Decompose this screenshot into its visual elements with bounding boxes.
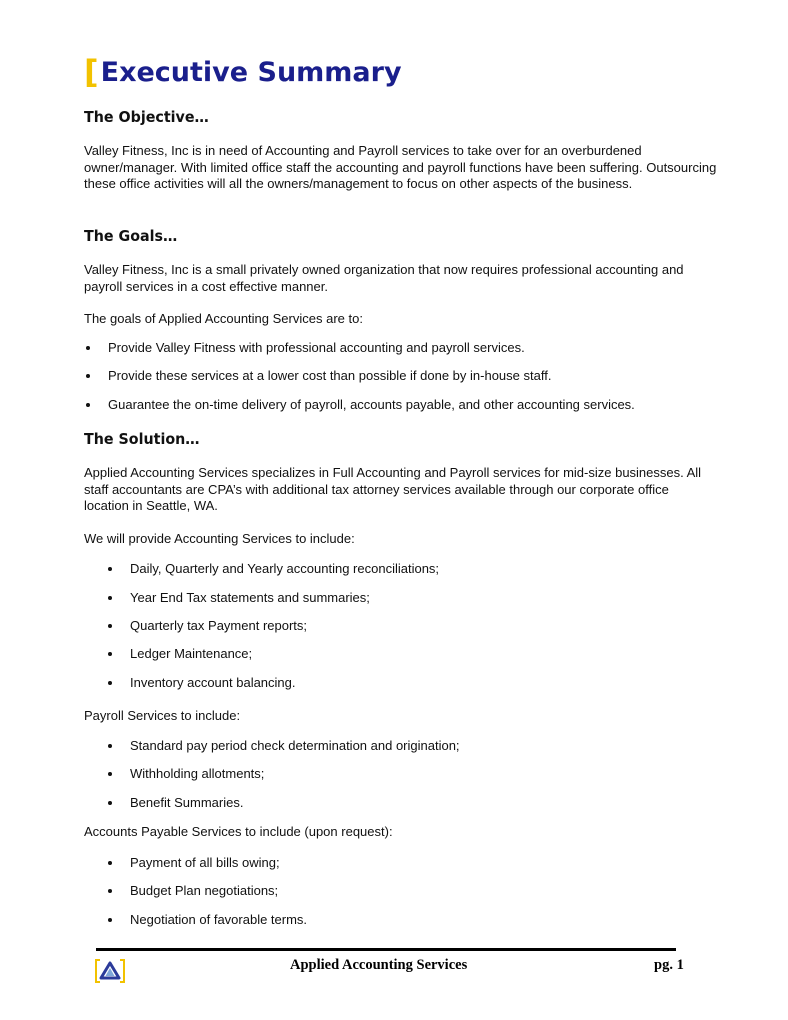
page-number: pg. 1: [654, 957, 684, 973]
list-item-text: Inventory account balancing.: [130, 675, 296, 690]
list-item-text: Year End Tax statements and summaries;: [130, 590, 370, 605]
page-title: Executive Summary: [100, 56, 402, 88]
list-item-text: Budget Plan negotiations;: [130, 883, 279, 898]
payroll-intro: Payroll Services to include:: [84, 708, 241, 723]
list-item-text: Withholding allotments;: [130, 766, 265, 781]
bullet-icon: [108, 889, 112, 893]
bullet-icon: [108, 772, 112, 776]
list-item-text: Standard pay period check determination and origination;: [130, 738, 460, 753]
list-item-text: Provide Valley Fitness with professional accounting and payroll services.: [108, 340, 525, 355]
objective-paragraph: Valley Fitness, Inc is in need of Accounting and Payroll services to take over for an overburdened owner/manager. With limited office staff the accounting and payroll functions have been suffering. Outsourcing these office activities will all the owners/management to focus on other aspects of the business.: [84, 143, 717, 191]
list-item-text: Ledger Maintenance;: [130, 646, 253, 661]
solution-paragraph: Applied Accounting Services specializes in Full Accounting and Payroll services for mid-size businesses. All staff accountants are CPA’s with additional tax attorney services available through our corporate office location in Seattle, WA.: [84, 465, 702, 513]
list-item-text: Guarantee the on-time delivery of payroll, accounts payable, and other accounting services.: [108, 397, 635, 412]
list-item-text: Payment of all bills owing;: [130, 855, 280, 870]
bullet-icon: [86, 346, 90, 350]
bullet-icon: [108, 918, 112, 922]
bullet-icon: [108, 652, 112, 656]
list-item-text: Benefit Summaries.: [130, 795, 244, 810]
bullet-icon: [108, 861, 112, 865]
list-item-text: Quarterly tax Payment reports;: [130, 618, 308, 633]
bullet-icon: [108, 801, 112, 805]
list-item-text: Daily, Quarterly and Yearly accounting reconciliations;: [130, 561, 440, 576]
solution-heading: The Solution…: [84, 430, 200, 448]
company-logo-icon: [94, 958, 126, 984]
bullet-icon: [108, 567, 112, 571]
footer-divider: [96, 948, 676, 951]
bullet-icon: [86, 403, 90, 407]
objective-heading: The Objective…: [84, 108, 209, 126]
bullet-icon: [108, 624, 112, 628]
footer-company-name: Applied Accounting Services: [290, 957, 468, 973]
bracket-icon: [: [84, 53, 99, 91]
bullet-icon: [108, 596, 112, 600]
title-row: [84, 54, 402, 90]
bullet-icon: [86, 374, 90, 378]
bullet-icon: [108, 681, 112, 685]
list-item-text: Negotiation of favorable terms.: [130, 912, 308, 927]
accounting-intro: We will provide Accounting Services to include:: [84, 531, 355, 546]
goals-intro: The goals of Applied Accounting Services are to:: [84, 311, 363, 326]
bullet-icon: [108, 744, 112, 748]
payable-intro: Accounts Payable Services to include (upon request):: [84, 824, 393, 839]
list-item-text: Provide these services at a lower cost than possible if done by in-house staff.: [108, 368, 552, 383]
goals-heading: The Goals…: [84, 227, 178, 245]
goals-paragraph: Valley Fitness, Inc is a small privately owned organization that now requires professional accounting and payroll services in a cost effective manner.: [84, 262, 684, 294]
